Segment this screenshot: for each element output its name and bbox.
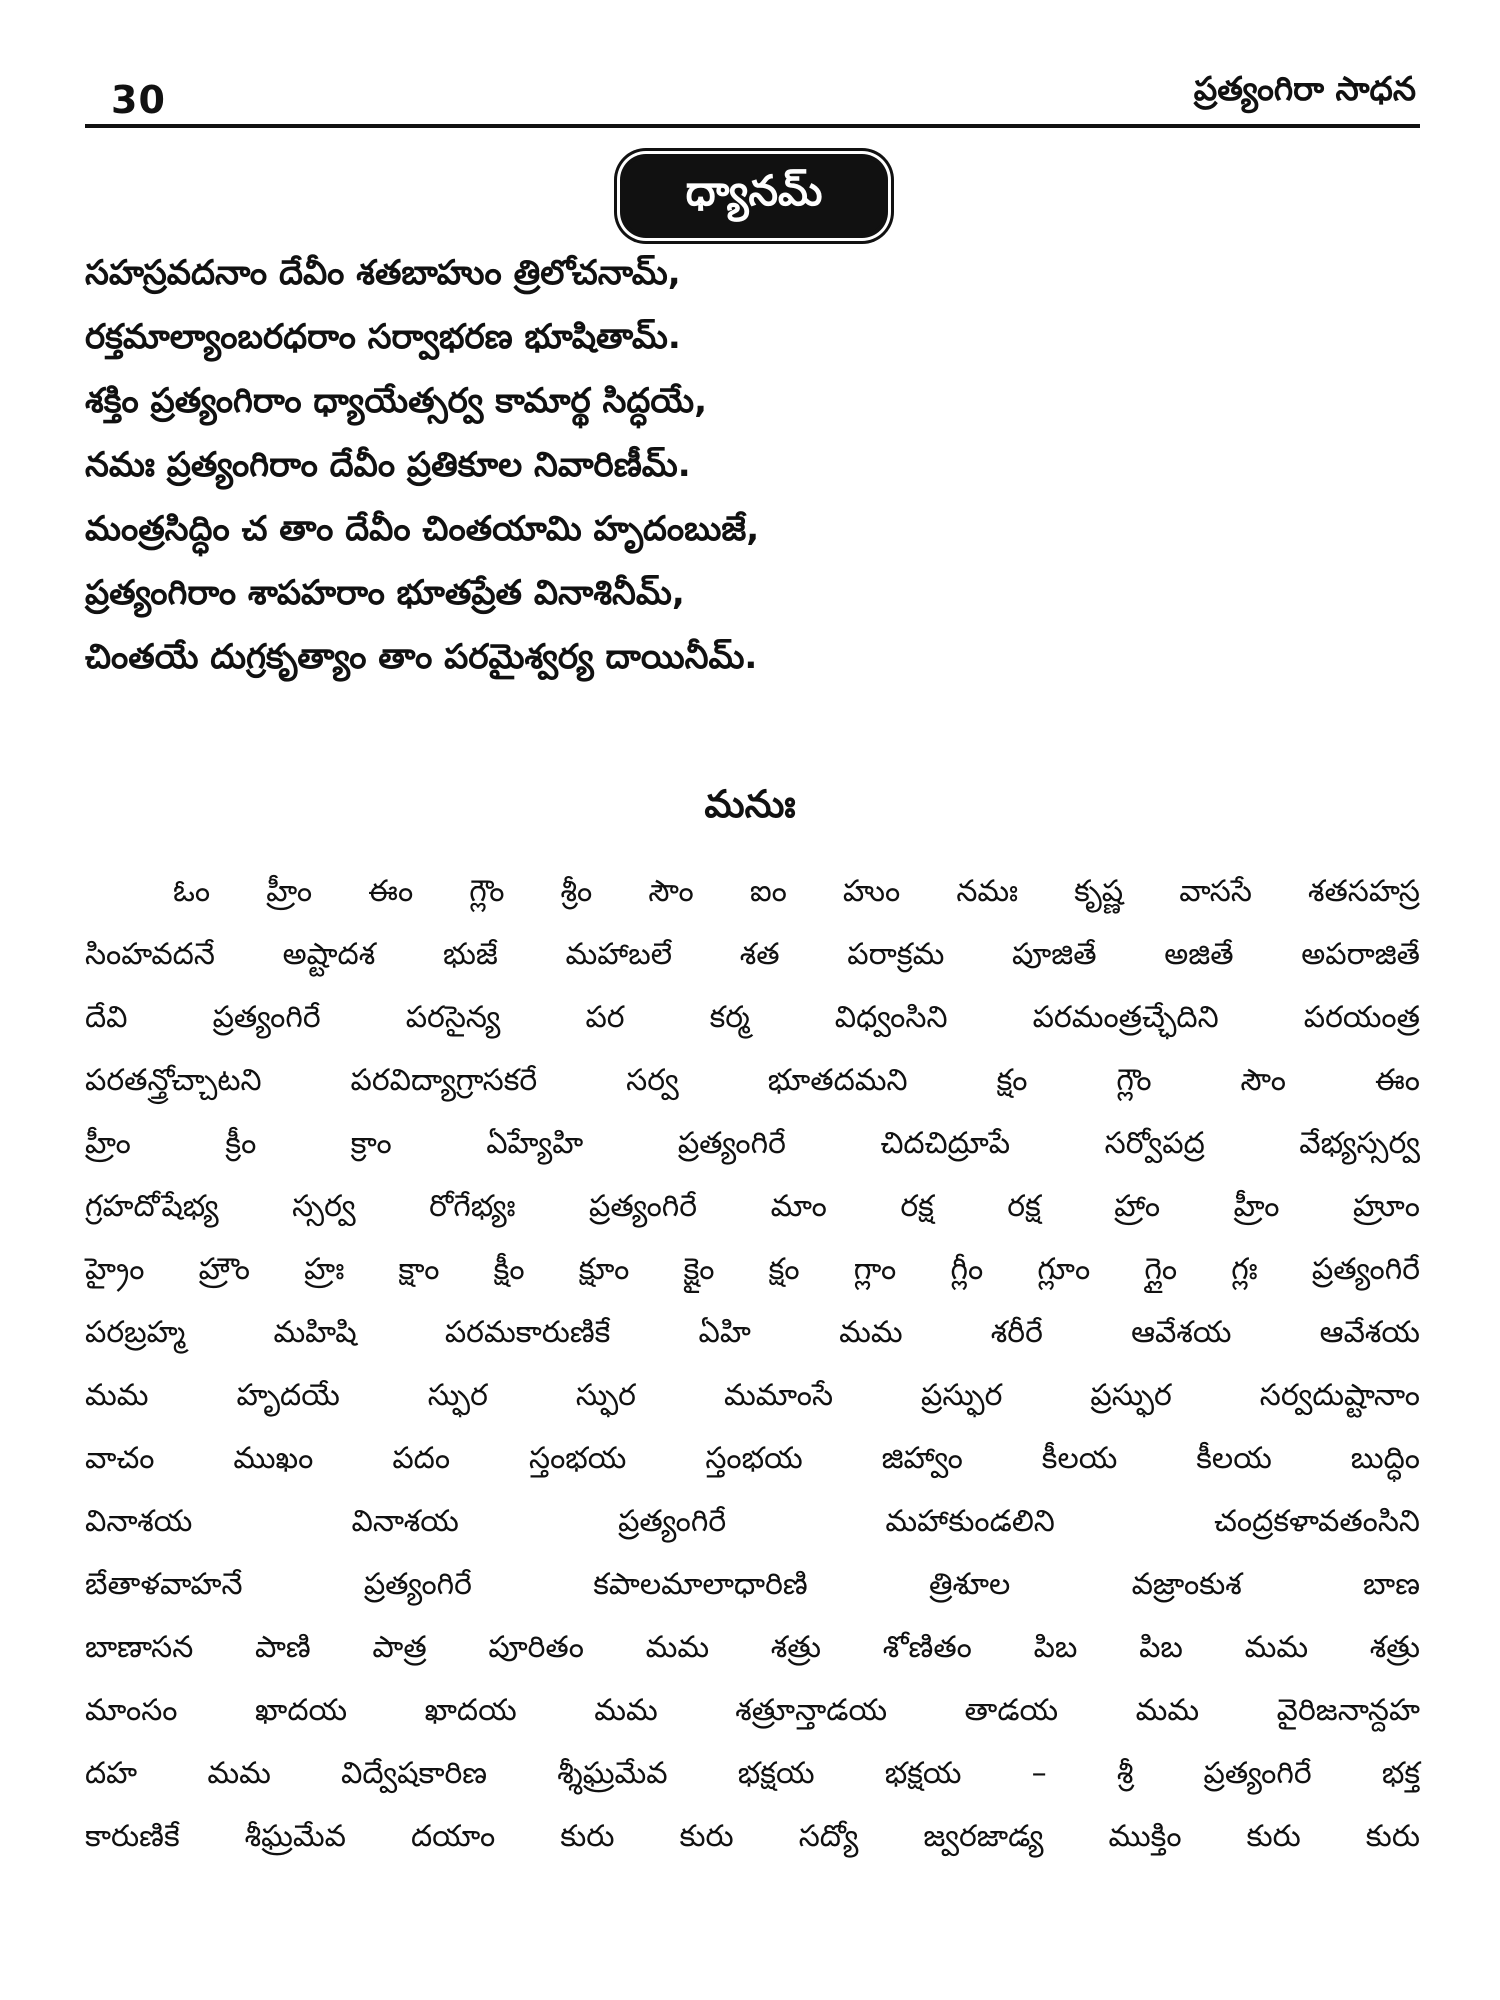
mantra-line: మాంసం ఖాదయ ఖాదయ మమ శత్రూన్తాడయ తాడయ మమ వైరిజనాన్దహ bbox=[85, 1693, 1420, 1728]
dhyanam-verse bbox=[85, 241, 1410, 689]
mantra-line: ఓం హ్రీం ఈం గ్లౌం శ్రీం సౌం ఐం హుం నమః కృష్ణ వాససే శతసహస్ర bbox=[173, 874, 1420, 909]
verse-line: రక్తమాల్యాంబరధరాం సర్వాభరణ భూషితామ్. bbox=[85, 317, 681, 357]
verse-line: సహస్రవదనాం దేవీం శతబాహుం త్రిలోచనామ్, bbox=[85, 253, 681, 293]
verse-line: నమః ప్రత్యంగిరాం దేవీం ప్రతికూల నివారిణీమ్. bbox=[85, 445, 691, 485]
verse-line: శక్తిం ప్రత్యంగిరాం ధ్యాయేత్సర్వ కామార్థ సిద్ధయే, bbox=[85, 381, 708, 421]
mantra-line: సింహవదనే అష్టాదశ భుజే మహాబలే శత పరాక్రమ పూజితే అజితే అపరాజితే bbox=[85, 937, 1420, 972]
verse-line: ప్రత్యంగిరాం శాపహరాం భూతప్రేత వినాశినీమ్, bbox=[85, 573, 685, 613]
mantra-line: గ్రహదోషేభ్య స్సర్వ రోగేభ్యః ప్రత్యంగిరే మాం రక్ష రక్ష హ్రాం హ్రీం హ్రూం bbox=[85, 1189, 1420, 1224]
page-number: 30 bbox=[111, 78, 166, 122]
mantra-line: హ్రైం హ్రౌం హ్రః క్షాం క్షీం క్షూం క్షైం క్షం గ్లాం గ్లీం గ్లూం గ్లైం గ్లః ప్రత్యంగిరే bbox=[85, 1252, 1420, 1287]
verse-line: చింతయే దుగ్రకృత్యాం తాం పరమైశ్వర్య దాయినీమ్. bbox=[85, 637, 758, 677]
mantra-line: బాణాసన పాణి పాత్ర పూరితం మమ శత్రు శోణితం పిబ పిబ మమ శత్రు bbox=[85, 1630, 1420, 1665]
mantra-line: హ్రీం క్రీం క్రాం ఏహ్యేహి ప్రత్యంగిరే చిదచిద్రూపే సర్వోపద్ర వేభ్యస్సర్వ bbox=[85, 1126, 1420, 1161]
dhyanam-heading-badge: ధ్యానమ్ bbox=[624, 158, 884, 234]
mantra-line: దేవి ప్రత్యంగిరే పరసైన్య పర కర్మ విధ్వంసిని పరమంత్రచ్ఛేదిని పరయంత్ర bbox=[85, 1000, 1420, 1035]
mantra-line: వాచం ముఖం పదం స్తంభయ స్తంభయ జిహ్వాం కీలయ కీలయ బుద్ధిం bbox=[85, 1441, 1420, 1476]
manu-mantra-paragraph bbox=[85, 860, 1420, 1868]
mantra-line: వినాశయ వినాశయ ప్రత్యంగిరే మహాకుండలిని చంద్రకళావతంసిని bbox=[85, 1504, 1420, 1539]
running-title: ప్రత్యంగిరా సాధన bbox=[1193, 69, 1416, 108]
mantra-line: దహ మమ విద్వేషకారిణ శ్శీఘ్రమేవ భక్షయ భక్షయ – శ్రీ ప్రత్యంగిరే భక్త bbox=[85, 1756, 1420, 1791]
mantra-line: కారుణికే శీఘ్రమేవ దయాం కురు కురు సద్యో జ్వరజాడ్య ముక్తిం కురు కురు bbox=[85, 1819, 1420, 1854]
verse-line: మంత్రసిద్ధిం చ తాం దేవీం చింతయామి హృదంబుజే, bbox=[85, 509, 760, 549]
manu-heading: మనుః bbox=[704, 782, 796, 826]
mantra-line: పరబ్రహ్మ మహిషి పరమకారుణికే ఏహి మమ శరీరే ఆవేశయ ఆవేశయ bbox=[85, 1315, 1420, 1350]
mantra-line: మమ హృదయే స్ఫుర స్ఫుర మమాంసే ప్రస్ఫుర ప్రస్ఫుర సర్వదుష్టానాం bbox=[85, 1378, 1420, 1413]
mantra-line: పరతన్త్రోచ్చాటని పరవిద్యాగ్రాసకరే సర్వ భూతదమని క్షం గ్లౌం సౌం ఈం bbox=[85, 1063, 1420, 1098]
mantra-line: బేతాళవాహనే ప్రత్యంగిరే కపాలమాలాధారిణి త్రిశూల వజ్రాంకుశ బాణ bbox=[85, 1567, 1420, 1602]
page-header bbox=[85, 62, 1420, 128]
